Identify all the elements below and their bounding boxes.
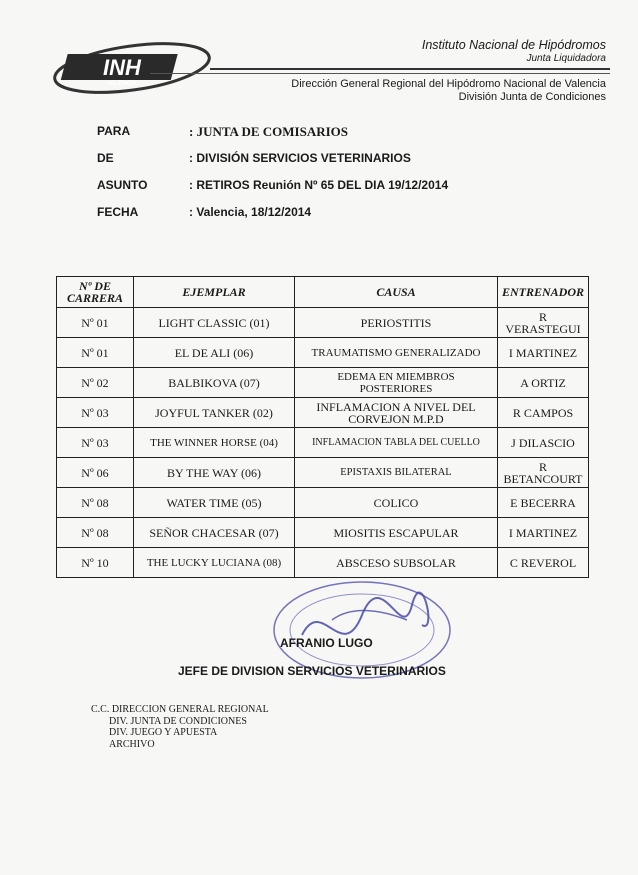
- cell-carrera: Nº 08: [57, 488, 134, 518]
- header-rule-thin: [150, 73, 610, 74]
- table-row: [57, 488, 589, 518]
- cc-line: ARCHIVO: [109, 738, 155, 750]
- cell-causa: PERIOSTITIS: [295, 308, 498, 338]
- para-label: PARA: [97, 124, 131, 138]
- cell-causa: INFLAMACION TABLA DEL CUELLO: [295, 428, 498, 458]
- direction-block: [291, 78, 606, 104]
- cell-carrera: Nº 08: [57, 518, 134, 548]
- col-header-entrenador: ENTRENADOR: [498, 277, 589, 308]
- table-row: [57, 548, 589, 578]
- institution-block: [422, 38, 606, 64]
- signature-scribble: [302, 593, 428, 635]
- copies-block: [91, 704, 269, 750]
- cell-entrenador: R CAMPOS: [498, 398, 589, 428]
- cell-carrera: Nº 01: [57, 338, 134, 368]
- table-row: [57, 338, 589, 368]
- table-header-row: [57, 277, 589, 308]
- col-header-ejemplar: EJEMPLAR: [134, 277, 295, 308]
- cell-entrenador: R VERASTEGUI: [498, 308, 589, 338]
- cell-carrera: Nº 02: [57, 368, 134, 398]
- cell-ejemplar: THE WINNER HORSE (04): [134, 428, 295, 458]
- inh-logo: [52, 38, 212, 94]
- header-rule: [210, 68, 610, 70]
- cell-carrera: Nº 01: [57, 308, 134, 338]
- signer-name: AFRANIO LUGO: [280, 636, 373, 650]
- signer-role: JEFE DE DIVISION SERVICIOS VETERINARIOS: [178, 664, 446, 678]
- table-row: [57, 518, 589, 548]
- institution-name: Instituto Nacional de Hipódromos: [421, 38, 606, 52]
- col-header-carrera: Nº DE CARRERA: [57, 277, 134, 308]
- cell-ejemplar: SEÑOR CHACESAR (07): [134, 518, 295, 548]
- cell-carrera: Nº 03: [57, 428, 134, 458]
- cell-entrenador: R BETANCOURT: [498, 458, 589, 488]
- cell-causa: INFLAMACION A NIVEL DEL CORVEJON M.P.D: [295, 398, 498, 428]
- logo-subtext: VALENCIA: [106, 81, 138, 87]
- cc-line: DIV. JUNTA DE CONDICIONES: [109, 715, 247, 727]
- cell-ejemplar: BALBIKOVA (07): [134, 368, 295, 398]
- institution-sub: Junta Liquidadora: [526, 53, 606, 64]
- retiros-table: [56, 276, 589, 578]
- table-row: [57, 308, 589, 338]
- cell-causa: TRAUMATISMO GENERALIZADO: [295, 338, 498, 368]
- cell-causa: ABSCESO SUBSOLAR: [295, 548, 498, 578]
- cell-entrenador: J DILASCIO: [498, 428, 589, 458]
- fecha-value: : Valencia, 18/12/2014: [189, 205, 312, 219]
- cell-causa: EPISTAXIS BILATERAL: [295, 458, 498, 488]
- cell-carrera: Nº 06: [57, 458, 134, 488]
- cell-ejemplar: WATER TIME (05): [134, 488, 295, 518]
- table-row: [57, 368, 589, 398]
- direction-line: Dirección General Regional del Hipódromo Nacional de Valencia: [291, 78, 606, 90]
- table-row: [57, 398, 589, 428]
- cell-carrera: Nº 03: [57, 398, 134, 428]
- cell-entrenador: C REVEROL: [498, 548, 589, 578]
- cell-ejemplar: BY THE WAY (06): [134, 458, 295, 488]
- logo-text: INH: [103, 55, 141, 80]
- cc-line: C.C. DIRECCION GENERAL REGIONAL: [91, 704, 269, 715]
- de-value: : DIVISIÓN SERVICIOS VETERINARIOS: [189, 151, 411, 165]
- division-line: División Junta de Condiciones: [458, 91, 606, 103]
- cell-causa: COLICO: [295, 488, 498, 518]
- cell-causa: EDEMA EN MIEMBROS POSTERIORES: [295, 368, 498, 398]
- cell-entrenador: A ORTIZ: [498, 368, 589, 398]
- cell-ejemplar: LIGHT CLASSIC (01): [134, 308, 295, 338]
- cell-entrenador: E BECERRA: [498, 488, 589, 518]
- cell-causa: MIOSITIS ESCAPULAR: [295, 518, 498, 548]
- col-header-causa: CAUSA: [295, 277, 498, 308]
- cell-ejemplar: JOYFUL TANKER (02): [134, 398, 295, 428]
- cell-ejemplar: EL DE ALI (06): [134, 338, 295, 368]
- table-row: [57, 428, 589, 458]
- asunto-label: ASUNTO: [97, 178, 148, 192]
- cell-ejemplar: THE LUCKY LUCIANA (08): [134, 548, 295, 578]
- cc-line: DIV. JUEGO Y APUESTA: [109, 727, 218, 738]
- cell-entrenador: I MARTINEZ: [498, 338, 589, 368]
- table-row: [57, 458, 589, 488]
- asunto-value: : RETIROS Reunión Nº 65 DEL DIA 19/12/2014: [189, 178, 449, 192]
- fecha-label: FECHA: [97, 205, 139, 219]
- para-value: : JUNTA DE COMISARIOS: [189, 124, 349, 139]
- de-label: DE: [97, 151, 114, 165]
- cell-carrera: Nº 10: [57, 548, 134, 578]
- cell-entrenador: I MARTINEZ: [498, 518, 589, 548]
